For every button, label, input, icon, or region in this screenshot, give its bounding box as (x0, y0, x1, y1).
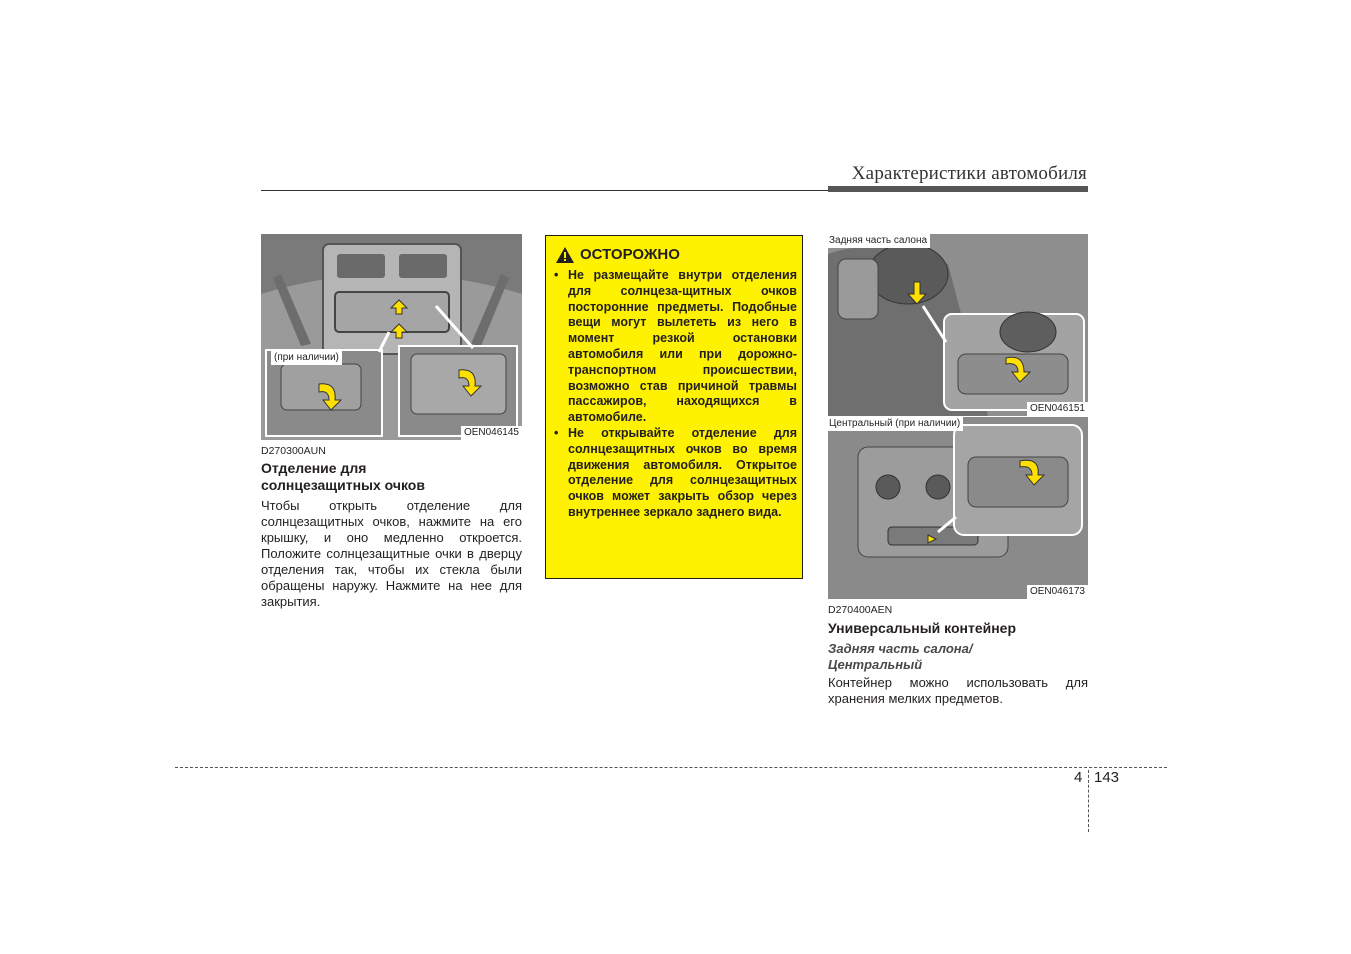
section-heading: Отделение для солнцезащитных очков (261, 460, 425, 493)
warning-title (556, 246, 680, 263)
warning-item: • Не открывайте отделение для солнцезащитных очков во время движения автомобиля. Открытое отделение для солнцезащитных очков может закрыть обзор через внутреннее зеркало заднего вида. (554, 426, 797, 521)
center-container-image (828, 417, 1088, 599)
section-body: Контейнер можно использовать для хранения мелких предметов. (828, 675, 1088, 706)
footer-divider (175, 767, 1167, 768)
chapter-number: 4 (1074, 769, 1083, 786)
section-body: Чтобы открыть отделение для солнцезащитных очков, нажмите на его крышку, и оно медленно откроется. Положите солнцезащитные очки в дверцу отделения так, чтобы их стекла были обращены наружу. Нажмите на нее для закрытия. (261, 498, 522, 609)
page-number: 143 (1094, 769, 1120, 786)
center-container-illustration (828, 417, 1088, 599)
footer-vertical-divider (1088, 770, 1089, 832)
image-label: Центральный (при наличии) (828, 417, 963, 431)
chapter-title: Характеристики автомобиля (851, 163, 1087, 184)
warning-icon (556, 247, 574, 263)
section-heading: Универсальный контейнер (828, 620, 1017, 636)
section-code: D270300AUN (261, 445, 326, 457)
header-rule (261, 190, 828, 191)
sunglass-holder-image (261, 234, 522, 440)
header-bar (828, 186, 1088, 192)
warning-item: • Не размещайте внутри отделения для солнцеза-щитных очков посторонние предметы. Подобные вещи могут вылететь из него в момент резкой остановки автомобиля или при дорожно-транспортном происшествии, возможно став причиной травмы пассажиров, находящихся в автомобиле. (554, 268, 797, 426)
image-label: Задняя часть салона (828, 234, 930, 248)
warning-list (554, 268, 797, 521)
rear-container-illustration (828, 234, 1088, 416)
section-code: D270400AEN (828, 604, 893, 616)
image-code: OEN046173 (1027, 585, 1088, 599)
image-label: (при наличии) (271, 351, 342, 365)
image-code: OEN046145 (461, 426, 522, 440)
sunglass-holder-illustration (261, 234, 522, 440)
rear-container-image (828, 234, 1088, 416)
warning-title-text: ОСТОРОЖНО (580, 246, 680, 263)
warning-box (545, 235, 803, 579)
image-code: OEN046151 (1027, 402, 1088, 416)
section-subheading: Задняя часть салона/ Центральный (828, 641, 973, 672)
